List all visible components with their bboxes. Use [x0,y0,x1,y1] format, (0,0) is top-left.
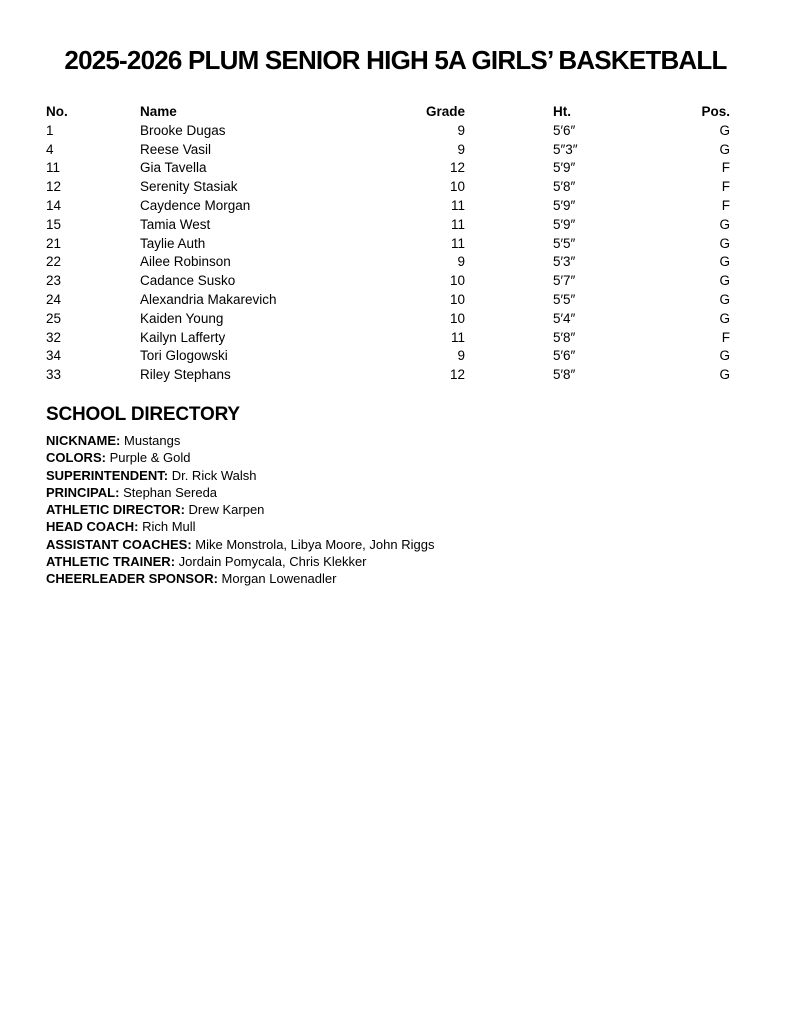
directory-entries [46,432,745,588]
player-position: G [719,367,730,383]
player-number: 34 [46,348,62,364]
player-number: 12 [46,179,62,195]
player-number: 1 [46,122,54,138]
player-position: G [719,273,730,289]
player-number: 22 [46,254,62,270]
player-height: 5′5″ [553,235,576,251]
player-height: 5′8″ [553,367,576,383]
table-row [46,291,730,310]
player-height: 5′9″ [553,160,576,176]
directory-entry-value: Dr. Rick Walsh [171,467,257,483]
player-height: 5′4″ [553,310,576,326]
player-number: 25 [46,310,62,326]
directory-entry-value: Mike Monstrola, Libya Moore, John Riggs [195,536,435,552]
column-header-grade: Grade [425,104,465,119]
player-name: Tori Glogowski [140,348,228,364]
player-grade: 10 [449,273,465,289]
player-number: 21 [46,235,62,251]
directory-entry [46,484,745,501]
player-grade: 9 [457,348,465,364]
directory-entry [46,518,745,535]
player-position: G [719,348,730,364]
player-name: Kailyn Lafferty [140,329,226,345]
player-position: F [721,329,730,345]
player-height: 5′7″ [553,273,576,289]
table-row [46,329,730,348]
table-row [46,141,730,160]
directory-entry [46,536,745,553]
directory-entry [46,467,745,484]
player-position: G [719,291,730,307]
column-header-no: No. [46,104,68,119]
table-row [46,122,730,141]
player-grade: 11 [450,216,465,232]
player-grade: 9 [457,122,465,138]
player-name: Cadance Susko [140,273,236,289]
player-name: Alexandria Makarevich [140,291,277,307]
player-number: 24 [46,291,62,307]
player-name: Reese Vasil [140,141,212,157]
player-name: Brooke Dugas [140,122,226,138]
directory-entry-label: HEAD COACH: [46,519,139,535]
player-number: 23 [46,273,62,289]
directory-entry-label: PRINCIPAL: [46,484,120,500]
table-row [46,347,730,366]
roster-table [46,103,730,385]
player-grade: 11 [450,235,465,251]
table-row [46,310,730,329]
player-number: 11 [46,160,61,176]
table-row [46,178,730,197]
player-height: 5′8″ [553,329,576,345]
directory-entry-label: CHEERLEADER SPONSOR: [46,571,218,587]
player-name: Serenity Stasiak [140,179,238,195]
player-grade: 11 [450,329,465,345]
player-grade: 10 [449,179,465,195]
player-position: F [721,160,730,176]
directory-entry-value: Purple & Gold [109,450,191,466]
directory-entry [46,570,745,587]
directory-entry-label: NICKNAME: [46,433,121,448]
player-grade: 12 [449,160,465,176]
directory-entry-value: Morgan Lowenadler [221,571,337,587]
player-grade: 9 [457,141,465,157]
school-directory-section [46,404,745,588]
player-number: 4 [46,141,54,157]
table-row [46,159,730,178]
player-position: G [719,254,730,270]
player-name: Kaiden Young [140,310,224,326]
table-row [46,197,730,216]
player-height: 5′8″ [553,179,576,195]
player-number: 14 [46,197,62,213]
player-position: G [719,122,730,138]
directory-entry-label: COLORS: [46,450,106,466]
page-title: 2025-2026 PLUM SENIOR HIGH 5A GIRLS’ BASKETBALL [64,45,727,75]
directory-entry-label: ATHLETIC DIRECTOR: [46,502,185,518]
player-number: 33 [46,367,62,383]
player-height: 5′5″ [553,291,576,307]
player-height: 5′9″ [553,216,576,232]
column-header-ht: Ht. [553,104,571,119]
player-grade: 12 [449,367,465,383]
player-height: 5′9″ [553,197,576,213]
player-position: F [721,197,730,213]
roster-body [46,122,730,385]
table-row [46,253,730,272]
player-position: G [719,141,730,157]
player-number: 32 [46,329,62,345]
table-row [46,216,730,235]
player-grade: 10 [449,310,465,326]
player-name: Taylie Auth [140,235,206,251]
player-grade: 9 [457,254,465,270]
player-name: Ailee Robinson [140,254,231,270]
directory-entry-value: Drew Karpen [188,502,265,518]
table-row [46,272,730,291]
player-name: Caydence Morgan [140,197,251,213]
player-position: F [721,179,730,195]
directory-entry [46,432,745,449]
player-height: 5″3″ [553,141,578,157]
player-name: Gia Tavella [140,160,207,176]
player-height: 5′6″ [553,122,576,138]
column-header-pos: Pos. [701,104,730,119]
directory-entry-label: ASSISTANT COACHES: [46,536,192,552]
player-name: Riley Stephans [140,367,231,383]
player-height: 5′3″ [553,254,576,270]
directory-entry-value: Rich Mull [142,519,196,535]
directory-entry [46,449,745,466]
player-grade: 10 [449,291,465,307]
player-position: G [719,310,730,326]
directory-entry-value: Stephan Sereda [123,484,218,500]
table-row [46,235,730,254]
player-position: G [719,216,730,232]
directory-entry-value: Jordain Pomycala, Chris Klekker [178,554,367,570]
column-header-name: Name [140,104,177,119]
directory-entry-label: ATHLETIC TRAINER: [46,554,176,570]
player-position: G [719,235,730,251]
player-name: Tamia West [140,216,211,232]
player-grade: 11 [450,197,465,213]
directory-entry [46,553,745,570]
player-height: 5′6″ [553,348,576,364]
directory-entry [46,501,745,518]
player-number: 15 [46,216,62,232]
directory-entry-value: Mustangs [124,433,181,448]
table-row [46,366,730,385]
roster-header-row [46,103,730,122]
directory-heading: SCHOOL DIRECTORY [46,404,240,425]
directory-entry-label: SUPERINTENDENT: [46,467,169,483]
